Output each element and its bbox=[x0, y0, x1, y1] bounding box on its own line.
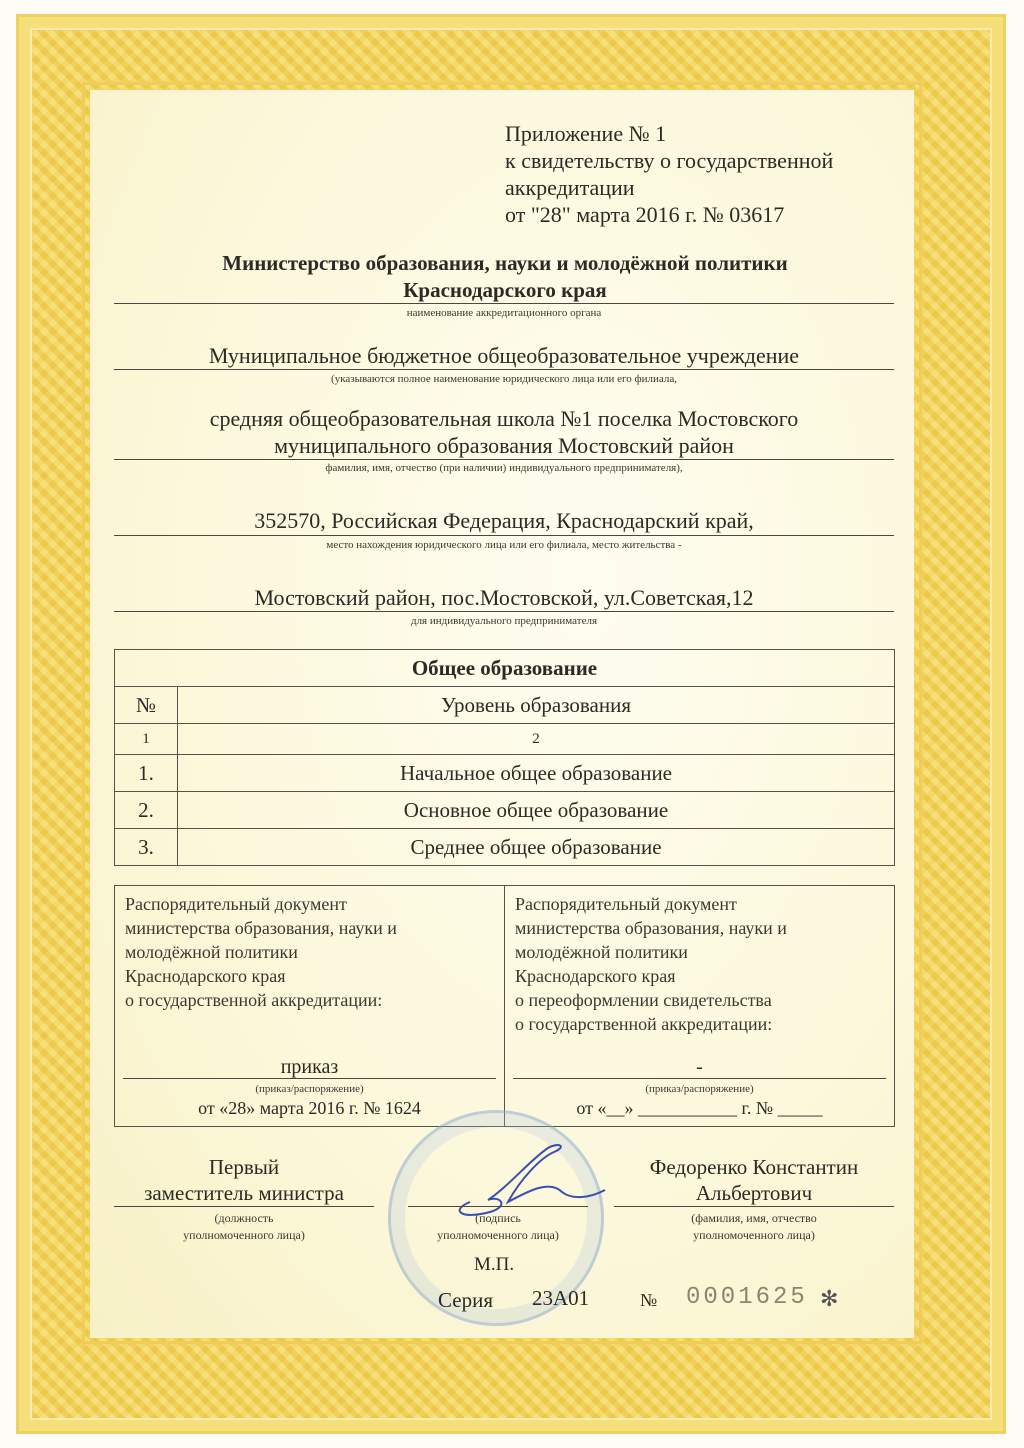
address-line: 352570, Российская Федерация, Краснодарский край, bbox=[254, 508, 754, 533]
column-index: 2 bbox=[178, 724, 895, 755]
asterisk-mark-icon: ✻ bbox=[820, 1286, 839, 1311]
description-line: молодёжной политики bbox=[515, 942, 688, 962]
divider bbox=[114, 535, 894, 536]
name-line: Альбертович bbox=[695, 1181, 813, 1205]
series-label: Серия bbox=[438, 1288, 493, 1312]
divider bbox=[114, 303, 894, 304]
divider bbox=[114, 1206, 374, 1207]
caption-line: (фамилия, имя, отчество bbox=[691, 1211, 817, 1225]
field-caption: наименование аккредитационного органа bbox=[406, 307, 602, 319]
document-description bbox=[515, 892, 787, 1036]
signatory-position bbox=[114, 1154, 374, 1206]
seal-place-label: М.П. bbox=[474, 1254, 515, 1275]
field-caption bbox=[614, 1210, 894, 1244]
description-line: министерства образования, науки и bbox=[125, 918, 397, 938]
row-number: 2. bbox=[115, 792, 178, 829]
divider bbox=[614, 1206, 894, 1207]
table-row bbox=[115, 829, 895, 866]
divider bbox=[114, 459, 894, 460]
row-level: Основное общее образование bbox=[178, 792, 895, 829]
column-header-level: Уровень образования bbox=[178, 687, 895, 724]
accreditation-order-column bbox=[115, 886, 504, 1126]
description-line: молодёжной политики bbox=[125, 942, 298, 962]
field-caption: место нахождения юридического лица или его филиала, место жительства - bbox=[326, 539, 682, 551]
education-levels-table bbox=[114, 649, 895, 866]
form-serial-number: 0001625 bbox=[686, 1284, 808, 1311]
table-row bbox=[115, 755, 895, 792]
caption-line: уполномоченного лица) bbox=[693, 1228, 815, 1242]
series-value: 23А01 bbox=[532, 1286, 590, 1310]
field-caption: (указываются полное наименование юридического лица или его филиала, bbox=[331, 373, 677, 385]
row-level: Среднее общее образование bbox=[178, 829, 895, 866]
appendix-header bbox=[505, 120, 833, 228]
description-line: министерства образования, науки и bbox=[515, 918, 787, 938]
ministry-line: Министерство образования, науки и молодёжной политики bbox=[222, 251, 788, 275]
signature-icon bbox=[450, 1140, 610, 1220]
signatory-name bbox=[614, 1154, 894, 1206]
table-row bbox=[115, 792, 895, 829]
field-caption: фамилия, имя, отчество (при наличии) индивидуального предпринимателя), bbox=[325, 462, 683, 474]
row-number: 1. bbox=[115, 755, 178, 792]
organization-name-line: Муниципальное бюджетное общеобразовательное учреждение bbox=[208, 343, 800, 368]
divider bbox=[114, 369, 894, 370]
row-number: 3. bbox=[115, 829, 178, 866]
caption-line: (подпись bbox=[475, 1211, 521, 1225]
document-date-number: от «28» марта 2016 г. № 1624 bbox=[198, 1098, 421, 1118]
description-line: о переоформлении свидетельства bbox=[515, 990, 772, 1010]
divider bbox=[513, 1078, 886, 1079]
accreditation-body-name bbox=[110, 250, 900, 304]
field-caption bbox=[114, 1210, 374, 1244]
position-line: заместитель министра bbox=[144, 1181, 344, 1205]
organization-name-line: средняя общеобразовательная школа №1 поселка Мостовского bbox=[209, 406, 799, 431]
reissue-order-column bbox=[504, 886, 894, 1126]
divider bbox=[114, 611, 894, 612]
document-type: приказ bbox=[280, 1056, 339, 1078]
divider bbox=[123, 1078, 496, 1079]
column-index: 1 bbox=[115, 724, 178, 755]
document-type: - bbox=[696, 1056, 703, 1078]
document-date-number: от «__» ___________ г. № _____ bbox=[576, 1098, 823, 1118]
table-title: Общее образование bbox=[115, 650, 895, 687]
column-header-number: № bbox=[115, 687, 178, 724]
appendix-date-number: от "28" марта 2016 г. № 03617 bbox=[505, 202, 785, 227]
description-line: Распорядительный документ bbox=[515, 894, 737, 914]
field-caption bbox=[408, 1210, 588, 1244]
organization-name-line: муниципального образования Мостовский район bbox=[274, 433, 734, 458]
field-caption: (приказ/распоряжение) bbox=[645, 1083, 754, 1095]
field-caption: для индивидуального предпринимателя bbox=[410, 615, 598, 627]
description-line: Распорядительный документ bbox=[125, 894, 347, 914]
administrative-documents-box bbox=[114, 885, 895, 1127]
caption-line: (должность bbox=[214, 1211, 274, 1225]
appendix-line: к свидетельству о государственной bbox=[505, 148, 834, 173]
description-line: о государственной аккредитации: bbox=[515, 1014, 773, 1034]
document-description bbox=[125, 892, 397, 1012]
caption-line: уполномоченного лица) bbox=[183, 1228, 305, 1242]
caption-line: уполномоченного лица) bbox=[437, 1228, 559, 1242]
appendix-title: Приложение № 1 bbox=[505, 121, 667, 146]
name-line: Федоренко Константин bbox=[649, 1155, 859, 1179]
ministry-line: Краснодарского края bbox=[403, 278, 607, 302]
description-line: Краснодарского края bbox=[515, 966, 676, 986]
number-label: № bbox=[640, 1290, 658, 1310]
field-caption: (приказ/распоряжение) bbox=[255, 1083, 364, 1095]
appendix-line: аккредитации bbox=[505, 175, 635, 200]
position-line: Первый bbox=[208, 1155, 280, 1179]
row-level: Начальное общее образование bbox=[178, 755, 895, 792]
description-line: о государственной аккредитации: bbox=[125, 990, 383, 1010]
description-line: Краснодарского края bbox=[125, 966, 286, 986]
address-line: Мостовский район, пос.Мостовской, ул.Советская,12 bbox=[254, 585, 754, 610]
signature-line bbox=[408, 1206, 588, 1207]
